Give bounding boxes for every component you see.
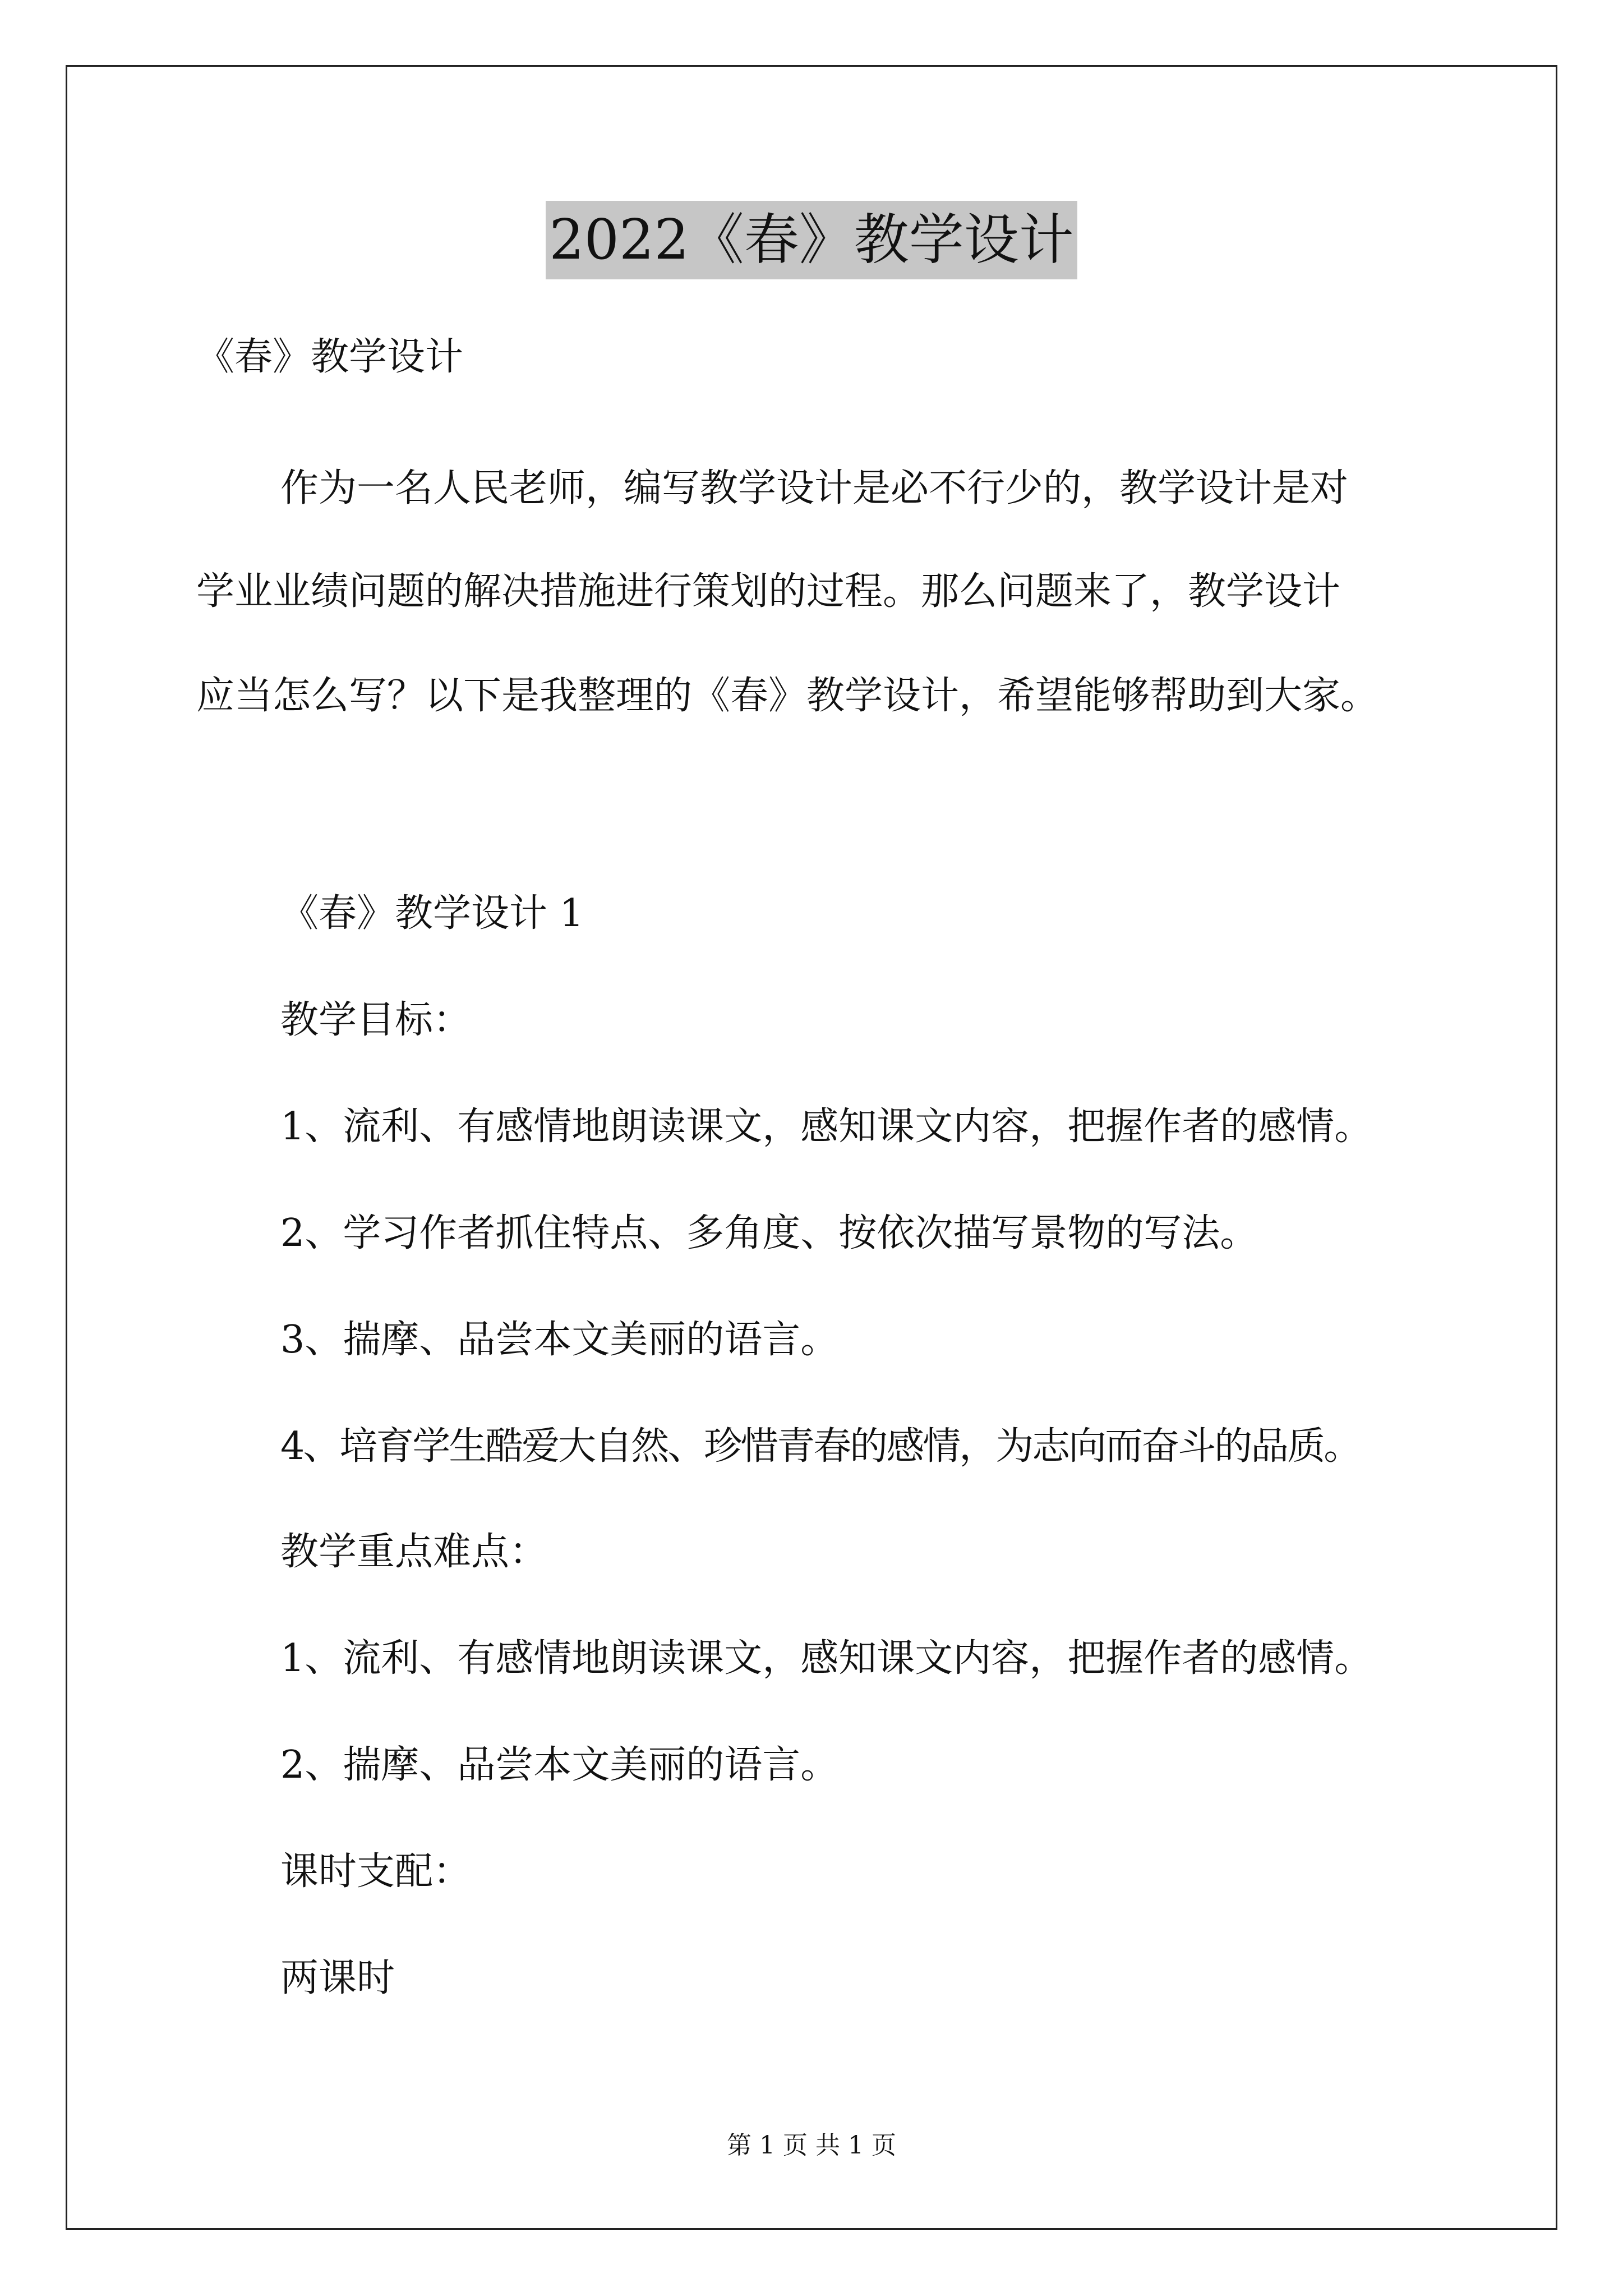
intro-line-2: 学业业绩问题的解决措施进行策划的过程。那么问题来了，教学设计 <box>196 569 1341 614</box>
section-heading: 《春》教学设计 1 <box>280 891 584 936</box>
schedule-value: 两课时 <box>280 1956 395 2000</box>
goal-item-3: 3、揣摩、品尝本文美丽的语言。 <box>280 1318 839 1362</box>
intro-line-3: 应当怎么写？以下是我整理的《春》教学设计，希望能够帮助到大家。 <box>196 674 1379 718</box>
subtitle: 《春》教学设计 <box>196 335 464 379</box>
schedule-heading: 课时支配： <box>280 1849 472 1894</box>
keypoint-item-1: 1、流利、有感情地朗读课文，感知课文内容，把握作者的感情。 <box>280 1636 1373 1681</box>
page-footer: 第 1 页 共 1 页 <box>727 2131 896 2160</box>
goal-item-1: 1、流利、有感情地朗读课文，感知课文内容，把握作者的感情。 <box>280 1105 1373 1149</box>
goal-item-2: 2、学习作者抓住特点、多角度、按依次描写景物的写法。 <box>280 1211 1258 1255</box>
goals-heading: 教学目标： <box>280 998 472 1042</box>
document-title-text: 2022《春》教学设计 <box>546 201 1077 279</box>
goal-item-4: 4、培育学生酷爱大自然、珍惜青春的感情，为志向而奋斗的品质。 <box>280 1424 1361 1469</box>
keypoints-heading: 教学重点难点： <box>280 1530 548 1574</box>
document-title <box>0 201 1623 279</box>
intro-line-1: 作为一名人民老师，编写教学设计是必不行少的，教学设计是对 <box>280 466 1349 510</box>
keypoint-item-2: 2、揣摩、品尝本文美丽的语言。 <box>280 1743 839 1787</box>
